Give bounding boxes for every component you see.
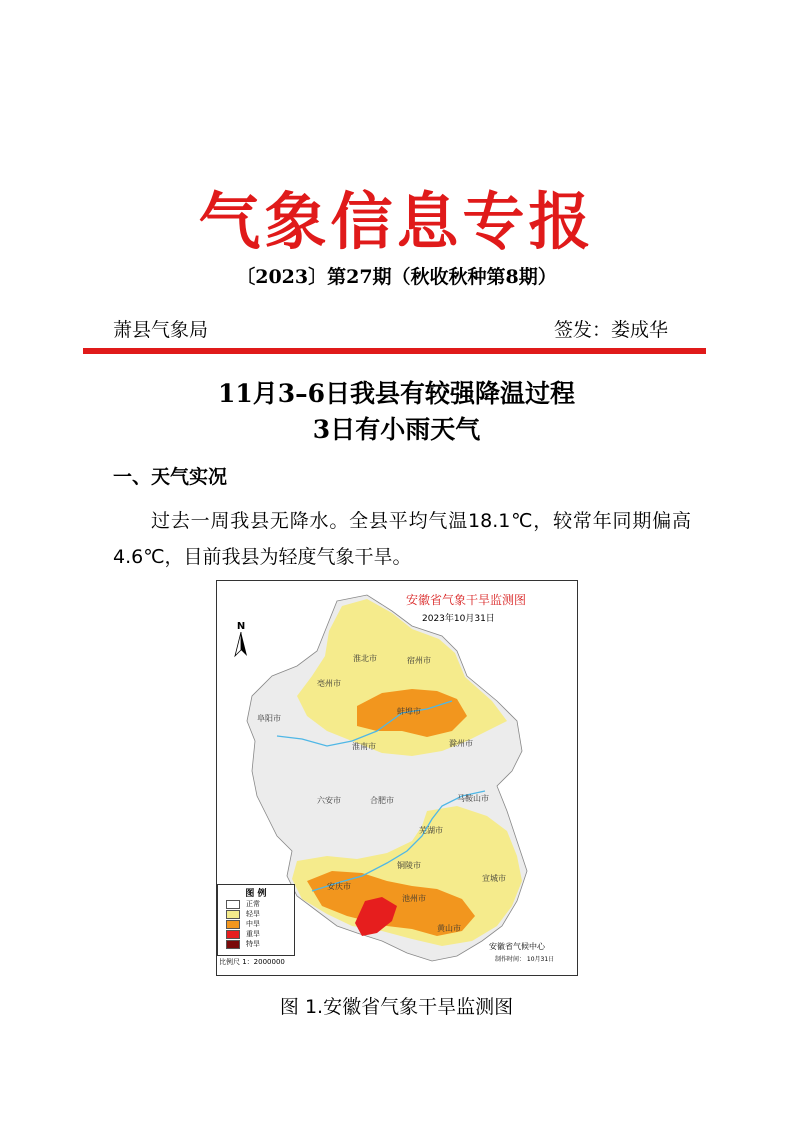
city-label-anqing: 安庆市	[327, 882, 351, 891]
issue-number: 〔2023〕第27期（秋收秋种第8期）	[236, 266, 557, 288]
drought-map	[216, 580, 578, 976]
legend-label: 特旱	[246, 940, 260, 948]
legend-swatch	[226, 910, 240, 919]
legend-swatch	[226, 940, 240, 949]
headline-line-1: 11月3–6日我县有较强降温过程	[217, 379, 576, 408]
legend-label: 重旱	[246, 930, 260, 938]
headline	[0, 376, 793, 448]
issuing-organization: 萧县气象局	[113, 319, 209, 341]
north-label: N	[236, 621, 246, 632]
legend-label: 轻旱	[246, 910, 260, 918]
legend-item-normal	[226, 899, 294, 909]
city-label-bengbu: 蚌埠市	[397, 707, 421, 716]
map-legend	[217, 884, 295, 956]
legend-swatch	[226, 920, 240, 929]
legend-swatch	[226, 930, 240, 939]
north-arrow-shape	[233, 632, 249, 658]
legend-label: 中旱	[246, 920, 260, 928]
city-label-suzhou: 宿州市	[407, 656, 431, 665]
city-label-chizhou: 池州市	[402, 894, 426, 903]
section-title: 一、天气实况	[113, 466, 228, 488]
legend-label: 正常	[246, 900, 260, 908]
legend-item-severe	[226, 929, 294, 939]
city-label-fuyang: 阜阳市	[257, 714, 281, 723]
headline-line-2: 3日有小雨天气	[312, 415, 481, 444]
city-label-wuhu: 芜湖市	[419, 826, 443, 835]
legend-item-moderate	[226, 919, 294, 929]
north-arrow-icon	[233, 621, 249, 662]
map-made-time: 制作时间： 10月31日	[495, 956, 555, 963]
city-label-tongling: 铜陵市	[397, 861, 421, 870]
city-label-maanshan: 马鞍山市	[457, 794, 489, 803]
legend-item-mild	[226, 909, 294, 919]
city-label-chuzhou: 滁州市	[449, 739, 473, 748]
city-label-huaibei: 淮北市	[353, 654, 377, 663]
map-producer: 安徽省气候中心	[489, 942, 545, 951]
weather-summary-paragraph: 过去一周我县无降水。全县平均气温18.1℃，较常年同期偏高4.6℃，目前我县为轻度气象干旱。	[113, 510, 691, 568]
map-title: 安徽省气象干旱监测图	[406, 593, 527, 607]
map-date: 2023年10月31日	[422, 614, 495, 624]
city-label-xuancheng: 宣城市	[482, 874, 506, 883]
legend-title: 图 例	[245, 889, 267, 899]
city-label-huangshan: 黄山市	[437, 924, 461, 933]
city-label-huainan: 淮南市	[352, 742, 376, 751]
figure-caption: 图 1.安徽省气象干旱监测图	[279, 996, 514, 1018]
city-label-luan: 六安市	[317, 796, 341, 805]
map-scale: 比例尺 1：2000000	[219, 958, 285, 966]
city-label-hefei: 合肥市	[370, 796, 394, 805]
legend-swatch	[226, 900, 240, 909]
report-masthead: 气象信息专报	[198, 185, 595, 258]
signer: 签发：娄成华	[553, 319, 668, 341]
city-label-bozhou: 亳州市	[317, 679, 341, 688]
red-divider	[83, 348, 706, 354]
legend-item-extreme	[226, 939, 294, 949]
